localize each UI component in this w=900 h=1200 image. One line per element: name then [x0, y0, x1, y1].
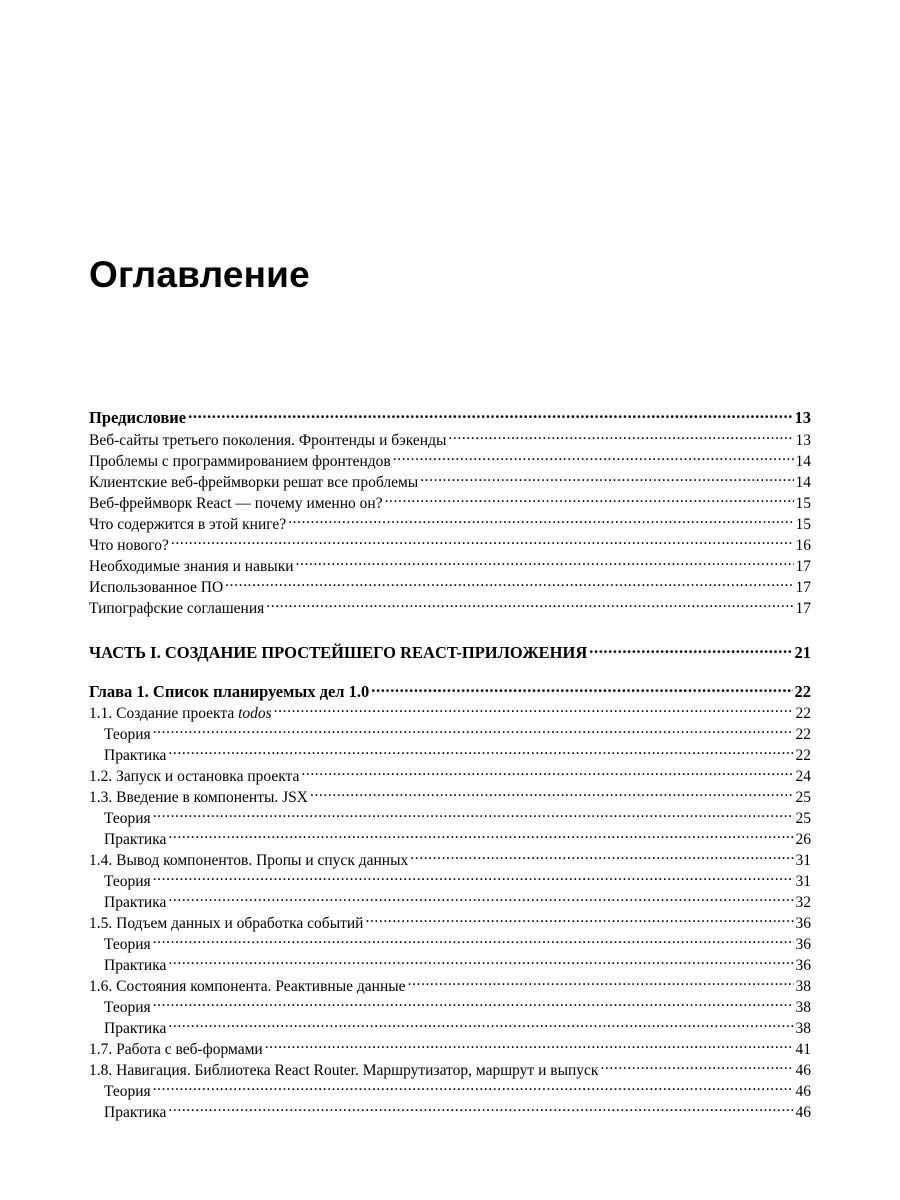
toc-entry-title: Что содержится в этой книге?: [89, 516, 287, 533]
toc-page-number: 36: [795, 915, 811, 932]
toc-entry[interactable]: [89, 782, 811, 806]
toc-page-number: 15: [795, 495, 811, 512]
dot-leader: [589, 638, 792, 658]
toc-entry-title: Веб-сайты третьего поколения. Фронтенды и бэкенды: [89, 432, 447, 449]
toc-entry-sub[interactable]: [89, 1013, 811, 1037]
dot-leader: [153, 992, 794, 1012]
dot-leader: [410, 845, 793, 865]
dot-leader: [365, 908, 793, 928]
toc-entry[interactable]: [89, 908, 811, 932]
dot-leader: [153, 866, 794, 886]
toc-entry-title: 1.4. Вывод компонентов. Пропы и спуск данных: [89, 852, 409, 869]
dot-leader: [168, 740, 793, 760]
toc-page-number: 36: [795, 957, 811, 974]
toc-entry-sub[interactable]: [89, 803, 811, 827]
toc-entry-title: Теория: [104, 999, 151, 1016]
toc-entry-sub[interactable]: [89, 824, 811, 848]
dot-leader: [188, 403, 792, 423]
dot-leader: [171, 530, 794, 550]
dot-leader: [153, 1076, 794, 1096]
toc-page-number: 15: [795, 516, 811, 533]
toc-entry[interactable]: [89, 593, 811, 617]
toc-entry-title: 1.8. Навигация. Библиотека React Router. Маршрутизатор, маршрут и выпуск: [89, 1062, 599, 1079]
toc-page-number: 26: [795, 831, 811, 848]
toc-page-number: 17: [795, 579, 811, 596]
toc-entry-title: Проблемы с программированием фронтендов: [89, 453, 391, 470]
dot-leader: [600, 1055, 793, 1075]
toc-entry-title: Практика: [104, 747, 167, 764]
dot-leader: [153, 929, 794, 949]
toc-entry[interactable]: [89, 425, 811, 449]
toc-page-number: 46: [795, 1104, 811, 1121]
toc-page-number: 22: [795, 726, 811, 743]
toc-entry[interactable]: [89, 551, 811, 575]
toc-entry-title: 1.5. Подъем данных и обработка событий: [89, 915, 364, 932]
toc-entry-title: 1.7. Работа с веб-формами: [89, 1041, 263, 1058]
toc-entry-title: Теория: [104, 810, 151, 827]
toc-page-number: 38: [795, 978, 811, 995]
toc-entry-title: Предисловие: [89, 408, 187, 427]
dot-leader: [385, 488, 794, 508]
dot-leader: [265, 1034, 794, 1054]
toc-entry[interactable]: [89, 509, 811, 533]
dot-leader: [168, 887, 793, 907]
toc-page-number: 21: [794, 643, 811, 662]
dot-leader: [168, 1013, 793, 1033]
toc-entry[interactable]: [89, 845, 811, 869]
toc-entry-title: Теория: [104, 873, 151, 890]
toc-page-number: 16: [795, 537, 811, 554]
toc-page-number: 17: [795, 600, 811, 617]
toc-page-number: 22: [795, 747, 811, 764]
toc-page-number: 31: [795, 873, 811, 890]
dot-leader: [296, 551, 794, 571]
toc-entry-preface[interactable]: [89, 403, 811, 427]
toc-entry-title: Клиентские веб-фреймворки решат все проблемы: [89, 474, 419, 491]
toc-entry-title: ЧАСТЬ I. СОЗДАНИЕ ПРОСТЕЙШЕГО REACT-ПРИЛОЖЕНИЯ: [89, 643, 588, 662]
toc-page-number: 13: [795, 432, 811, 449]
dot-leader: [371, 677, 792, 697]
toc-page-number: 14: [795, 453, 811, 470]
dot-leader: [274, 698, 794, 718]
dot-leader: [153, 803, 794, 823]
toc-entry-sub[interactable]: [89, 1097, 811, 1121]
toc-entry-part[interactable]: [89, 638, 811, 662]
toc-entry-title: Необходимые знания и навыки: [89, 558, 294, 575]
toc-entry-sub[interactable]: [89, 866, 811, 890]
toc-entry[interactable]: [89, 761, 811, 785]
toc-entry-title: Типографские соглашения: [89, 600, 265, 617]
dot-leader: [393, 446, 794, 466]
dot-leader: [266, 593, 793, 613]
toc-page-number: 36: [795, 936, 811, 953]
dot-leader: [420, 467, 793, 487]
toc-entry-title: Практика: [104, 894, 167, 911]
toc-entry-title: Теория: [104, 726, 151, 743]
toc-entry-sub[interactable]: [89, 929, 811, 953]
toc-page-number: 14: [795, 474, 811, 491]
toc-entry-title: Что нового?: [89, 537, 169, 554]
toc-page-number: 38: [795, 999, 811, 1016]
toc-entry-title: 1.2. Запуск и остановка проекта: [89, 768, 300, 785]
toc-entry-title: Веб-фреймворк React — почему именно он?: [89, 495, 383, 512]
toc-entry-title: Теория: [104, 936, 151, 953]
toc-entry[interactable]: [89, 572, 811, 596]
toc-page-number: 24: [795, 768, 811, 785]
toc-entry[interactable]: [89, 971, 811, 995]
toc-entry[interactable]: [89, 1055, 811, 1079]
dot-leader: [310, 782, 794, 802]
toc-entry-title: Использованное ПО: [89, 579, 224, 596]
toc-entry-title: Теория: [104, 1083, 151, 1100]
toc-entry-sub[interactable]: [89, 740, 811, 764]
dot-leader: [168, 824, 793, 844]
toc-page-number: 31: [795, 852, 811, 869]
toc-page-number: 22: [795, 705, 811, 722]
toc-entry-title: 1.6. Состояния компонента. Реактивные данные: [89, 978, 406, 995]
dot-leader: [168, 1097, 793, 1117]
toc-entry-sub[interactable]: [89, 950, 811, 974]
toc-entry-sub[interactable]: [89, 1076, 811, 1100]
toc-page-number: 25: [795, 789, 811, 806]
toc-entry[interactable]: [89, 446, 811, 470]
toc-entry[interactable]: [89, 1034, 811, 1058]
page-title: Оглавление: [89, 254, 310, 295]
toc-entry-sub[interactable]: [89, 887, 811, 911]
toc-entry-title: Практика: [104, 1104, 167, 1121]
toc-page-number: 25: [795, 810, 811, 827]
toc-entry-sub[interactable]: [89, 719, 811, 743]
dot-leader: [153, 719, 794, 739]
toc-entry[interactable]: [89, 467, 811, 491]
toc-page-number: 17: [795, 558, 811, 575]
toc-entry-chapter[interactable]: [89, 677, 811, 701]
dot-leader: [448, 425, 793, 445]
toc-entry-title: Практика: [104, 957, 167, 974]
dot-leader: [301, 761, 793, 781]
dot-leader: [408, 971, 794, 991]
toc-entry[interactable]: [89, 488, 811, 512]
toc-page-number: 13: [794, 408, 811, 427]
toc-page-number: 32: [795, 894, 811, 911]
toc-page-number: 41: [795, 1041, 811, 1058]
dot-leader: [168, 950, 793, 970]
toc-page-number: 46: [795, 1083, 811, 1100]
dot-leader: [225, 572, 793, 592]
toc-entry-title: Практика: [104, 831, 167, 848]
toc-entry-title: 1.1. Создание проекта todos: [89, 705, 272, 722]
dot-leader: [288, 509, 793, 529]
toc-entry-title: Практика: [104, 1020, 167, 1037]
toc-page-number: 46: [795, 1062, 811, 1079]
toc-entry-sub[interactable]: [89, 992, 811, 1016]
toc-entry-title: Глава 1. Список планируемых дел 1.0: [89, 682, 370, 701]
toc-entry[interactable]: [89, 530, 811, 554]
toc-page-number: 22: [794, 682, 811, 701]
toc-entry[interactable]: [89, 698, 811, 722]
toc-page-number: 38: [795, 1020, 811, 1037]
toc-entry-title: 1.3. Введение в компоненты. JSX: [89, 789, 308, 806]
